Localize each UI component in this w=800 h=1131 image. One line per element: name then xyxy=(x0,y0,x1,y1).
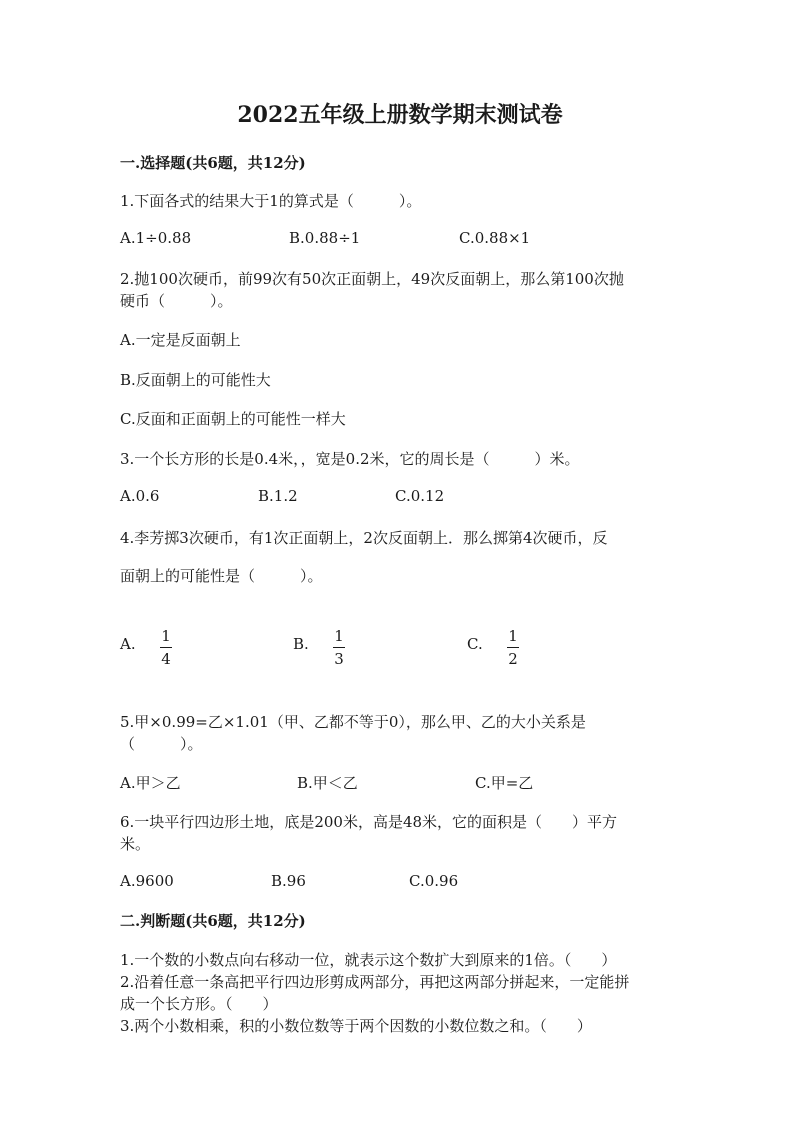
question-1-option-a: A.1÷0.88 xyxy=(120,229,192,247)
question-3-stem: 3.一个长方形的长是0.4米，，宽是0.2米，它的周长是（ ）米。 xyxy=(120,450,580,468)
fraction-denominator: 2 xyxy=(508,650,518,668)
question-3-option-a: A.0.6 xyxy=(120,487,160,505)
question-5-option-a: A.甲＞乙 xyxy=(120,774,181,792)
fraction-numerator: 1 xyxy=(334,627,344,645)
question-4-option-b-fraction xyxy=(333,627,345,668)
question-6-option-c: C.0.96 xyxy=(409,872,459,890)
question-4-option-c-label: C. xyxy=(467,635,483,653)
question-2-option-c: C.反面和正面朝上的可能性一样大 xyxy=(120,410,346,428)
question-4-stem-line2: 面朝上的可能性是（ ）。 xyxy=(120,567,323,585)
question-6-stem-line2: 米。 xyxy=(120,835,151,853)
question-5-option-b: B.甲＜乙 xyxy=(297,774,358,792)
question-5-stem-line1: 5.甲×0.99=乙×1.01（甲、乙都不等于0），那么甲、乙的大小关系是 xyxy=(120,713,586,731)
section-heading-choice: 一.选择题(共6题，共12分) xyxy=(120,154,306,172)
page-title: 2022五年级上册数学期末测试卷 xyxy=(237,102,563,128)
question-2-stem-line2: 硬币（ ）。 xyxy=(120,292,233,310)
question-6-option-b: B.96 xyxy=(271,872,306,890)
question-6-option-a: A.9600 xyxy=(120,872,174,890)
fraction-bar xyxy=(507,647,519,648)
fraction-bar xyxy=(160,647,172,648)
section-heading-judge: 二.判断题(共6题，共12分) xyxy=(120,912,306,930)
question-2-stem-line1: 2.抛100次硬币，前99次有50次正面朝上，49次反面朝上，那么第100次抛 xyxy=(120,270,624,288)
question-6-stem-line1: 6.一块平行四边形土地，底是200米，高是48米，它的面积是（ ）平方 xyxy=(120,813,618,831)
question-1-option-b: B.0.88÷1 xyxy=(289,229,361,247)
judge-question-3: 3.两个小数相乘，积的小数位数等于两个因数的小数位数之和。（ ） xyxy=(120,1017,592,1035)
question-1-option-c: C.0.88×1 xyxy=(459,229,531,247)
judge-question-2-line1: 2.沿着任意一条高把平行四边形剪成两部分，再把这两部分拼起来，一定能拼 xyxy=(120,973,630,991)
fraction-denominator: 3 xyxy=(334,650,344,668)
question-3-option-b: B.1.2 xyxy=(258,487,298,505)
question-2-option-b: B.反面朝上的可能性大 xyxy=(120,371,271,389)
question-2-option-a: A.一定是反面朝上 xyxy=(120,331,241,349)
question-4-option-b-label: B. xyxy=(293,635,309,653)
question-3-option-c: C.0.12 xyxy=(395,487,445,505)
fraction-numerator: 1 xyxy=(161,627,171,645)
judge-question-2-line2: 成一个长方形。（ ） xyxy=(120,995,278,1013)
question-4-option-a-fraction xyxy=(160,627,172,668)
fraction-bar xyxy=(333,647,345,648)
fraction-denominator: 4 xyxy=(161,650,171,668)
judge-question-1: 1.一个数的小数点向右移动一位，就表示这个数扩大到原来的1倍。（ ） xyxy=(120,951,617,969)
fraction-numerator: 1 xyxy=(508,627,518,645)
question-4-option-a-label: A. xyxy=(120,635,136,653)
question-4-option-c-fraction xyxy=(507,627,519,668)
question-5-stem-line2: （ ）。 xyxy=(120,735,203,753)
question-4-stem-line1: 4.李芳掷3次硬币，有1次正面朝上，2次反面朝上．那么掷第4次硬币，反 xyxy=(120,529,608,547)
question-5-option-c: C.甲=乙 xyxy=(475,774,534,792)
question-1-stem: 1.下面各式的结果大于1的算式是（ ）。 xyxy=(120,192,422,210)
